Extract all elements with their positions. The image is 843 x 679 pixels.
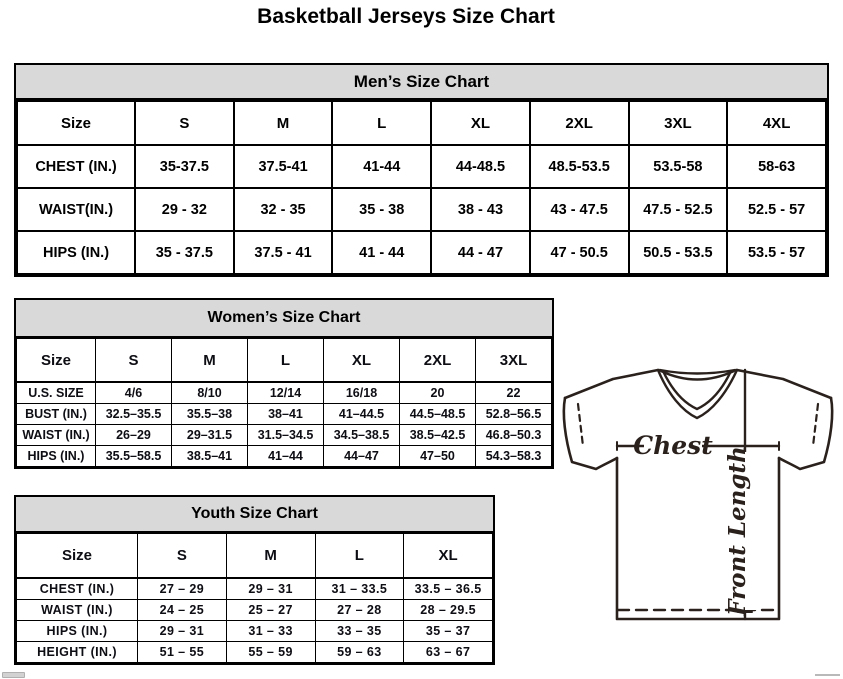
- youth-size-chart-section: [14, 495, 495, 665]
- size-value: 46.8–50.3: [476, 425, 552, 446]
- column-header-xl: XL: [404, 534, 493, 579]
- column-header-s: S: [135, 101, 234, 145]
- front-length-label: Front Length: [724, 446, 751, 616]
- jersey-body-outline: [564, 370, 832, 619]
- jersey-right-sleeve: [779, 398, 832, 469]
- size-value: 16/18: [324, 382, 400, 404]
- size-value: 33.5 – 36.5: [404, 578, 493, 600]
- size-value: 34.5–38.5: [324, 425, 400, 446]
- column-header-m: M: [226, 534, 315, 579]
- size-value: 63 – 67: [404, 642, 493, 663]
- size-value: 53.5-58: [629, 145, 728, 188]
- size-column-label: Size: [17, 339, 96, 383]
- table-row: [17, 425, 552, 446]
- size-value: 47 - 50.5: [530, 231, 629, 274]
- size-value: 52.5 - 57: [727, 188, 826, 231]
- row-label: WAIST (IN.): [17, 600, 138, 621]
- size-value: 44.5–48.5: [400, 404, 476, 425]
- size-value: 38–41: [248, 404, 324, 425]
- womens-size-table: [16, 338, 552, 467]
- column-header-xl: XL: [324, 339, 400, 383]
- size-value: 41-44: [332, 145, 431, 188]
- size-value: 35 - 38: [332, 188, 431, 231]
- size-value: 24 – 25: [138, 600, 227, 621]
- table-row: [17, 145, 826, 188]
- size-value: 48.5-53.5: [530, 145, 629, 188]
- size-value: 44–47: [324, 446, 400, 467]
- size-value: 59 – 63: [315, 642, 404, 663]
- size-value: 47–50: [400, 446, 476, 467]
- table-row: [17, 188, 826, 231]
- size-column-label: Size: [17, 534, 138, 579]
- row-label: CHEST (IN.): [17, 578, 138, 600]
- column-header-xl: XL: [431, 101, 530, 145]
- column-header-m: M: [172, 339, 248, 383]
- size-value: 27 – 28: [315, 600, 404, 621]
- table-row: [17, 600, 493, 621]
- size-value: 53.5 - 57: [727, 231, 826, 274]
- size-value: 35.5–58.5: [96, 446, 172, 467]
- size-value: 38.5–42.5: [400, 425, 476, 446]
- size-value: 38 - 43: [431, 188, 530, 231]
- column-header-m: M: [234, 101, 333, 145]
- column-header-3xl: 3XL: [629, 101, 728, 145]
- size-value: 31.5–34.5: [248, 425, 324, 446]
- size-value: 8/10: [172, 382, 248, 404]
- right-cuff-dashed-line: [813, 404, 818, 446]
- table-row: [17, 404, 552, 425]
- table-row: [17, 446, 552, 467]
- table-row: [17, 621, 493, 642]
- size-value: 35 - 37.5: [135, 231, 234, 274]
- row-label: WAIST (IN.): [17, 425, 96, 446]
- size-value: 44 - 47: [431, 231, 530, 274]
- row-label: HIPS (IN.): [17, 231, 135, 274]
- size-value: 55 – 59: [226, 642, 315, 663]
- size-value: 29–31.5: [172, 425, 248, 446]
- size-value: 26–29: [96, 425, 172, 446]
- size-value: 32 - 35: [234, 188, 333, 231]
- size-value: 31 – 33: [226, 621, 315, 642]
- size-value: 29 – 31: [138, 621, 227, 642]
- mens-size-chart-section: [14, 63, 829, 277]
- size-value: 37.5 - 41: [234, 231, 333, 274]
- row-label: HIPS (IN.): [17, 621, 138, 642]
- row-label: HEIGHT (IN.): [17, 642, 138, 663]
- size-value: 35.5–38: [172, 404, 248, 425]
- table-row: [17, 231, 826, 274]
- chest-label: Chest: [633, 431, 713, 460]
- size-value: 35 – 37: [404, 621, 493, 642]
- size-value: 20: [400, 382, 476, 404]
- row-label: U.S. SIZE: [17, 382, 96, 404]
- size-value: 29 – 31: [226, 578, 315, 600]
- size-value: 33 – 35: [315, 621, 404, 642]
- jersey-left-sleeve: [564, 398, 617, 469]
- column-header-3xl: 3XL: [476, 339, 552, 383]
- table-row: [17, 578, 493, 600]
- size-value: 50.5 - 53.5: [629, 231, 728, 274]
- size-value: 47.5 - 52.5: [629, 188, 728, 231]
- page-title: Basketball Jerseys Size Chart: [257, 5, 555, 28]
- size-column-label: Size: [17, 101, 135, 145]
- row-label: HIPS (IN.): [17, 446, 96, 467]
- row-label: BUST (IN.): [17, 404, 96, 425]
- size-value: 27 – 29: [138, 578, 227, 600]
- column-header-l: L: [248, 339, 324, 383]
- row-label: WAIST(IN.): [17, 188, 135, 231]
- size-value: 22: [476, 382, 552, 404]
- size-value: 41–44: [248, 446, 324, 467]
- size-value: 41 - 44: [332, 231, 431, 274]
- table-row: [17, 642, 493, 663]
- mens-size-table: [16, 100, 827, 275]
- row-label: CHEST (IN.): [17, 145, 135, 188]
- size-value: 32.5–35.5: [96, 404, 172, 425]
- size-value: 43 - 47.5: [530, 188, 629, 231]
- womens-chart-title: Women’s Size Chart: [16, 300, 552, 338]
- size-value: 28 – 29.5: [404, 600, 493, 621]
- size-value: 29 - 32: [135, 188, 234, 231]
- size-value: 37.5-41: [234, 145, 333, 188]
- size-value: 4/6: [96, 382, 172, 404]
- scrollbar-thumb-right[interactable]: [815, 674, 840, 676]
- column-header-s: S: [96, 339, 172, 383]
- size-value: 51 – 55: [138, 642, 227, 663]
- column-header-l: L: [332, 101, 431, 145]
- table-row: [17, 382, 552, 404]
- column-header-s: S: [138, 534, 227, 579]
- column-header-2xl: 2XL: [400, 339, 476, 383]
- jersey-measurement-diagram: [558, 362, 840, 624]
- size-value: 41–44.5: [324, 404, 400, 425]
- mens-chart-title: Men’s Size Chart: [16, 65, 827, 100]
- left-cuff-dashed-line: [578, 404, 583, 446]
- size-value: 58-63: [727, 145, 826, 188]
- size-value: 54.3–58.3: [476, 446, 552, 467]
- column-header-l: L: [315, 534, 404, 579]
- size-value: 52.8–56.5: [476, 404, 552, 425]
- size-value: 44-48.5: [431, 145, 530, 188]
- youth-size-table: [16, 533, 493, 663]
- size-value: 25 – 27: [226, 600, 315, 621]
- size-value: 35-37.5: [135, 145, 234, 188]
- womens-size-chart-section: [14, 298, 554, 469]
- column-header-2xl: 2XL: [530, 101, 629, 145]
- size-value: 38.5–41: [172, 446, 248, 467]
- size-value: 31 – 33.5: [315, 578, 404, 600]
- size-value: 12/14: [248, 382, 324, 404]
- youth-chart-title: Youth Size Chart: [16, 497, 493, 533]
- scrollbar-thumb-left[interactable]: [2, 672, 25, 678]
- jersey-collar: [658, 370, 737, 418]
- column-header-4xl: 4XL: [727, 101, 826, 145]
